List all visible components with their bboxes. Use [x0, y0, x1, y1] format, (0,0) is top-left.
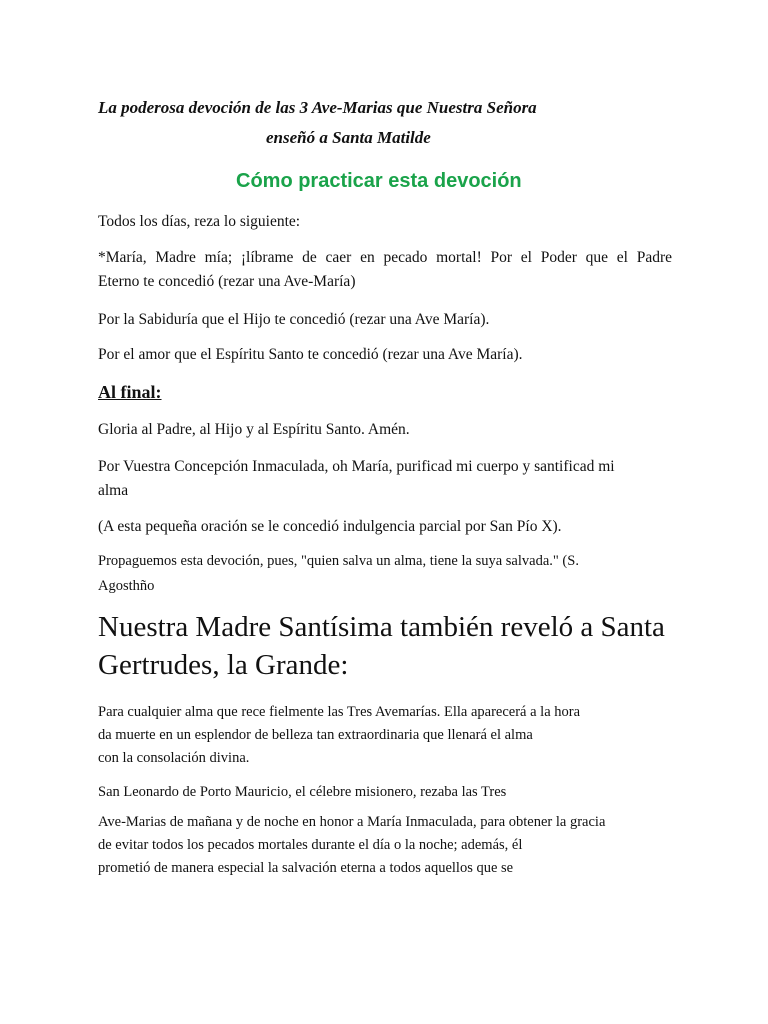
intro-text: Todos los días, reza lo siguiente: — [98, 213, 301, 230]
big-heading-line-1: Nuestra Madre Santísima también reveló a Santa — [98, 611, 665, 643]
para-2-line-1: Ave-Marias de mañana y de noche en honor a María Inmaculada, para obtener la gracia — [98, 814, 606, 830]
para-1-line-1: Para cualquier alma que rece fielmente las Tres Avemarías. Ella aparecerá a la hora — [98, 704, 581, 720]
prayer-3: Por el amor que el Espíritu Santo te concedió (rezar una Ave María). — [98, 346, 523, 363]
para-2-line-3: prometió de manera especial la salvación eterna a todos aquellos que se — [98, 860, 514, 876]
section-subtitle: Cómo practicar esta devoción — [236, 170, 522, 192]
concepcion-line-1: Por Vuestra Concepción Inmaculada, oh María, purificad mi cuerpo y santificad mi — [98, 458, 615, 475]
concepcion-line-2: alma — [98, 482, 129, 499]
title-line-2: enseñó a Santa Matilde — [266, 128, 431, 147]
prayer-2: Por la Sabiduría que el Hijo te concedió (rezar una Ave María). — [98, 311, 490, 328]
para-1-line-2: da muerte en un esplendor de belleza tan extraordinaria que llenará el alma — [98, 727, 533, 743]
propaguemos-line-2: Agosthño — [98, 578, 155, 594]
indulgence-text: (A esta pequeña oración se le concedió indulgencia parcial por San Pío X). — [98, 518, 562, 535]
leonardo-text: San Leonardo de Porto Mauricio, el célebre misionero, rezaba las Tres — [98, 784, 507, 800]
prayer-1-line-1: *María, Madre mía; ¡líbrame de caer en pecado mortal! Por el Poder que el Padre — [98, 249, 672, 266]
prayer-1-line-2: Eterno te concedió (rezar una Ave-María) — [98, 273, 356, 290]
big-heading-line-2: Gertrudes, la Grande: — [98, 649, 349, 681]
para-2-line-2: de evitar todos los pecados mortales durante el día o la noche; además, él — [98, 837, 523, 853]
para-1-line-3: con la consolación divina. — [98, 750, 250, 766]
propaguemos-line-1: Propaguemos esta devoción, pues, "quien salva un alma, tiene la suya salvada." (S. — [98, 553, 579, 569]
final-heading: Al final: — [98, 382, 162, 402]
title-line-1: La poderosa devoción de las 3 Ave-Marias que Nuestra Señora — [98, 98, 537, 117]
gloria-text: Gloria al Padre, al Hijo y al Espíritu Santo. Amén. — [98, 421, 410, 438]
